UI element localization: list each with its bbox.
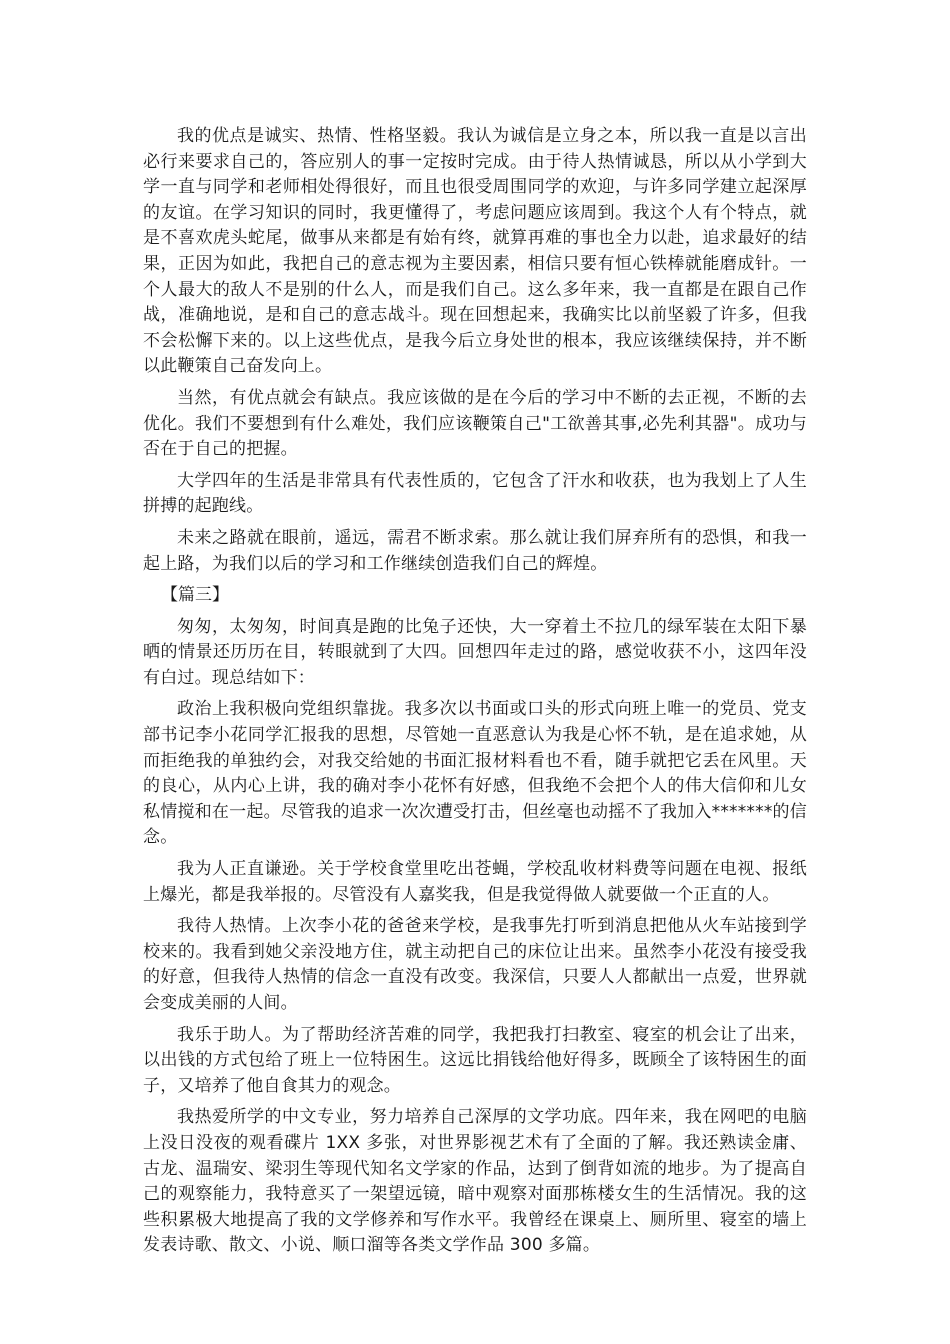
paragraph-strengths: 我的优点是诚实、热情、性格坚毅。我认为诚信是立身之本，所以我一直是以言出必行来要求自己的，答应别人的事一定按时完成。由于待人热情诚恳，所以从小学到大学一直与同学和老师相处得很好，而且也很受周围同学的欢迎，与许多同学建立起深厚的友谊。在学习知识的同时，我更懂得了，考虑问题应该周到。我这个人有个特点，就是不喜欢虎头蛇尾，做事从来都是有始有终，就算再难的事也全力以赴，追求最好的结果，正因为如此，我把自己的意志视为主要因素，相信只要有恒心铁棒就能磨成针。一个人最大的敌人不是别的什么人，而是我们自己。这么多年来，我一直都是在跟自己作战，准确地说，是和自己的意志战斗。现在回想起来，我确实比以前坚毅了许多，但我不会松懈下来的。以上这些优点，是我今后立身处世的根本，我应该继续保持，并不断以此鞭策自己奋发向上。 [143,126,807,377]
paragraph-politics: 政治上我积极向党组织靠拢。我多次以书面或口头的形式向班上唯一的党员、党支部书记李小花同学汇报我的思想，尽管她一直恶意认为我是心怀不轨，是在追求她，从而拒绝我的单独约会，对我交给她的书面汇报材料看也不看，随手就把它丢在风里。天的良心，从内心上讲，我的确对李小花怀有好感，但我绝不会把个人的伟大信仰和儿女私情搅和在一起。尽管我的追求一次次遭受打击，但丝毫也动摇不了我加入*******的信念。 [143,699,807,848]
paragraph-university-life: 大学四年的生活是非常具有代表性质的，它包含了汗水和收获，也为我划上了人生拼搏的起跑线。 [143,470,807,517]
paragraph-helpfulness: 我乐于助人。为了帮助经济苦难的同学，我把我打扫教室、寝室的机会让了出来，以出钱的方式包给了班上一位特困生。这远比捐钱给他好得多，既顾全了该特困生的面子，又培养了他自食其力的观念。 [143,1024,807,1096]
paragraph-future: 未来之路就在眼前，遥远，需君不断求索。那么就让我们屏弃所有的恐惧，和我一起上路，为我们以后的学习和工作继续创造我们自己的辉煌。 [143,527,807,574]
section-heading: 【篇三】 [161,585,229,606]
document-body [143,124,807,1265]
paragraph-literature: 我热爱所学的中文专业，努力培养自己深厚的文学功底。四年来，我在网吧的电脑上没日没夜的观看碟片 1XX 多张，对世界影视艺术有了全面的了解。我还熟读金庸、古龙、温瑞安、梁羽生等现代知名文学家的作品，达到了倒背如流的地步。为了提高自己的观察能力，我特意买了一架望远镜，暗中观察对面那栋楼女生的生活情况。我的这些积累极大地提高了我的文学修养和写作水平。我曾经在课桌上、厕所里、寝室的墙上发表诗歌、散文、小说、顺口溜等各类文学作品 300 多篇。 [143,1107,807,1256]
paragraph-intro: 匆匆，太匆匆，时间真是跑的比兔子还快，大一穿着土不拉几的绿军装在太阳下暴晒的情景还历历在目，转眼就到了大四。回想四年走过的路，感觉收获不小，这四年没有白过。现总结如下： [143,616,807,688]
paragraph-integrity: 我为人正直谦逊。关于学校食堂里吃出苍蝇，学校乱收材料费等问题在电视、报纸上爆光，都是我举报的。尽管没有人嘉奖我，但是我觉得做人就要做一个正直的人。 [143,859,807,905]
paragraph-warmth: 我待人热情。上次李小花的爸爸来学校，是我事先打听到消息把他从火车站接到学校来的。我看到她父亲没地方住，就主动把自己的床位让出来。虽然李小花没有接受我的好意，但我待人热情的信念一直没有改变。我深信，只要人人都献出一点爱，世界就会变成美丽的人间。 [143,916,807,1013]
paragraph-weaknesses: 当然，有优点就会有缺点。我应该做的是在今后的学习中不断的去正视，不断的去优化。我们不要想到有什么难处，我们应该鞭策自己"工欲善其事,必先利其器"。成功与否在于自己的把握。 [143,387,807,460]
